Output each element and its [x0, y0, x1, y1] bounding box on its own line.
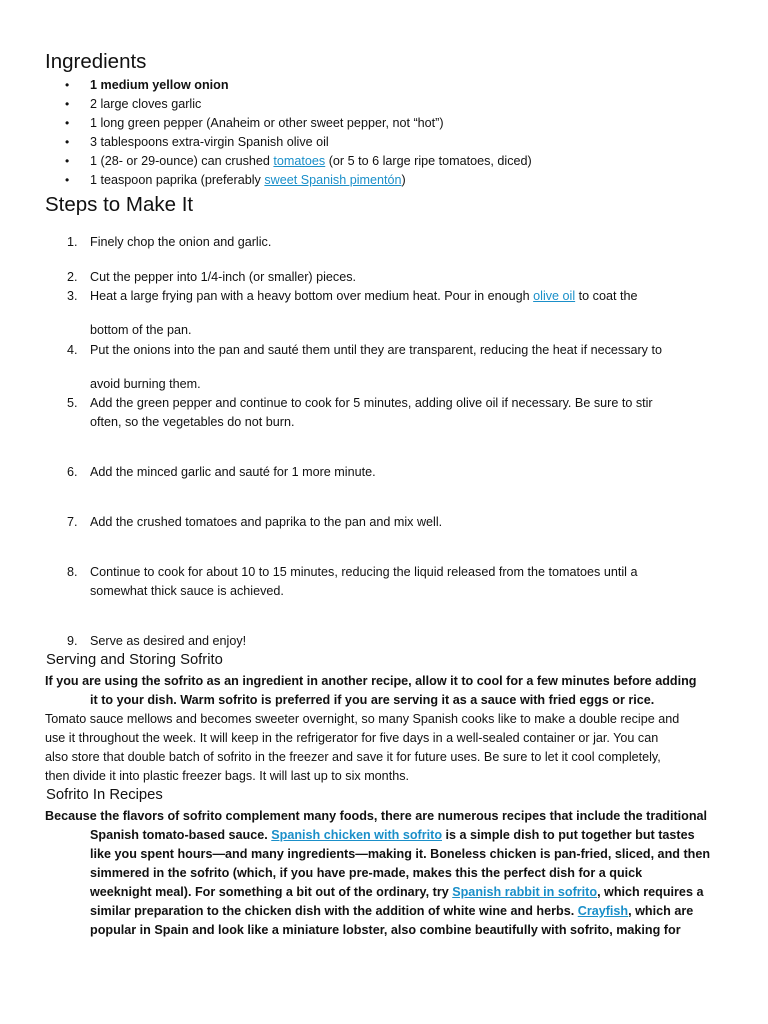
step-number: 8.	[67, 565, 78, 579]
recipes-text: popular in Spain and look like a miniature lobster, also combine beautifully with sofrito, making for	[90, 923, 681, 937]
bullet-icon: •	[65, 154, 70, 168]
step-number: 5.	[67, 396, 78, 410]
step-text	[90, 287, 637, 306]
step-text: often, so the vegetables do not burn.	[90, 415, 295, 429]
recipes-text: simmered in the sofrito (which, if you have pre-made, makes this the perfect dish for a quick	[90, 866, 643, 880]
spanish-chicken-link[interactable]: Spanish chicken with sofrito	[271, 828, 443, 842]
ingredient-text: )	[401, 173, 406, 187]
ingredient-text: 1 teaspoon paprika (preferably	[90, 173, 265, 187]
step-number: 1.	[67, 235, 78, 249]
recipes-text	[90, 826, 695, 845]
step-text: avoid burning them.	[90, 377, 201, 391]
crayfish-link[interactable]: Crayfish	[577, 904, 629, 918]
ingredient-text: 1 (28- or 29-ounce) can crushed	[90, 154, 274, 168]
recipes-text-part: weeknight meal). For something a bit out of the ordinary, try	[90, 885, 453, 899]
recipes-heading: Sofrito In Recipes	[46, 787, 163, 803]
step-text: Finely chop the onion and garlic.	[90, 235, 272, 249]
bullet-icon: •	[65, 173, 70, 187]
recipes-text-part: is a simple dish to put together but tastes	[442, 828, 695, 842]
ingredient-item: 1 medium yellow onion	[90, 78, 229, 92]
serving-bold-text: If you are using the sofrito as an ingredient in another recipe, allow it to cool for a few minutes before adding	[45, 674, 697, 688]
step-number: 6.	[67, 465, 78, 479]
spanish-rabbit-link[interactable]: Spanish rabbit in sofrito	[452, 885, 598, 899]
ingredient-item: 3 tablespoons extra-virgin Spanish olive oil	[90, 135, 329, 149]
step-text-part: Heat a large frying pan with a heavy bottom over medium heat. Pour in enough	[90, 289, 534, 303]
step-text-part: to coat the	[575, 289, 638, 303]
serving-paragraph: also store that double batch of sofrito in the freezer and save it for future uses. Be sure to let it cool completely,	[45, 750, 661, 764]
step-text: Serve as desired and enjoy!	[90, 634, 247, 648]
serving-paragraph: then divide it into plastic freezer bags. It will last up to six months.	[45, 769, 409, 783]
serving-paragraph: Tomato sauce mellows and becomes sweeter overnight, so many Spanish cooks like to make a double recipe and	[45, 712, 680, 726]
step-number: 3.	[67, 289, 78, 303]
ingredient-item: 2 large cloves garlic	[90, 97, 202, 111]
serving-paragraph: use it throughout the week. It will keep in the refrigerator for five days in a well-sealed container or jar. You can	[45, 731, 659, 745]
recipes-text	[90, 902, 693, 921]
bullet-icon: •	[65, 116, 70, 130]
recipes-text-part: similar preparation to the chicken dish with the addition of white wine and herbs.	[90, 904, 578, 918]
step-text: Continue to cook for about 10 to 15 minutes, reducing the liquid released from the tomatoes until a	[90, 565, 638, 579]
step-text: Add the crushed tomatoes and paprika to the pan and mix well.	[90, 515, 443, 529]
ingredient-text: (or 5 to 6 large ripe tomatoes, diced)	[325, 154, 532, 168]
step-text: bottom of the pan.	[90, 323, 192, 337]
ingredient-item	[90, 152, 532, 171]
step-number: 4.	[67, 343, 78, 357]
recipes-text: like you spent hours—and many ingredients—making it. Boneless chicken is pan-fried, sliced, and then	[90, 847, 711, 861]
pimenton-link[interactable]: sweet Spanish pimentón	[264, 173, 402, 187]
ingredients-heading: Ingredients	[45, 50, 147, 73]
tomatoes-link[interactable]: tomatoes	[273, 154, 326, 168]
bullet-icon: •	[65, 78, 70, 92]
serving-bold-text: it to your dish. Warm sofrito is preferred if you are serving it as a sauce with fried eggs or rice.	[90, 693, 655, 707]
steps-heading: Steps to Make It	[45, 193, 194, 216]
recipes-text	[90, 883, 703, 902]
ingredient-item	[90, 171, 406, 190]
recipes-text-part: , which are	[628, 904, 694, 918]
step-number: 2.	[67, 270, 78, 284]
recipes-text: Because the flavors of sofrito complement many foods, there are numerous recipes that include the traditional	[45, 809, 708, 823]
ingredient-item: 1 long green pepper (Anaheim or other sweet pepper, not “hot”)	[90, 116, 444, 130]
step-number: 9.	[67, 634, 78, 648]
recipes-text-part: Spanish tomato-based sauce.	[90, 828, 272, 842]
step-text: somewhat thick sauce is achieved.	[90, 584, 284, 598]
recipes-text-part: , which requires a	[597, 885, 704, 899]
step-text: Put the onions into the pan and sauté them until they are transparent, reducing the heat if necessary to	[90, 343, 662, 357]
bullet-icon: •	[65, 135, 70, 149]
step-number: 7.	[67, 515, 78, 529]
step-text: Add the minced garlic and sauté for 1 more minute.	[90, 465, 376, 479]
olive-oil-link[interactable]: olive oil	[533, 289, 576, 303]
step-text: Cut the pepper into 1/4-inch (or smaller) pieces.	[90, 270, 356, 284]
step-text: Add the green pepper and continue to cook for 5 minutes, adding olive oil if necessary. Be sure to stir	[90, 396, 653, 410]
bullet-icon: •	[65, 97, 70, 111]
serving-heading: Serving and Storing Sofrito	[46, 652, 223, 668]
